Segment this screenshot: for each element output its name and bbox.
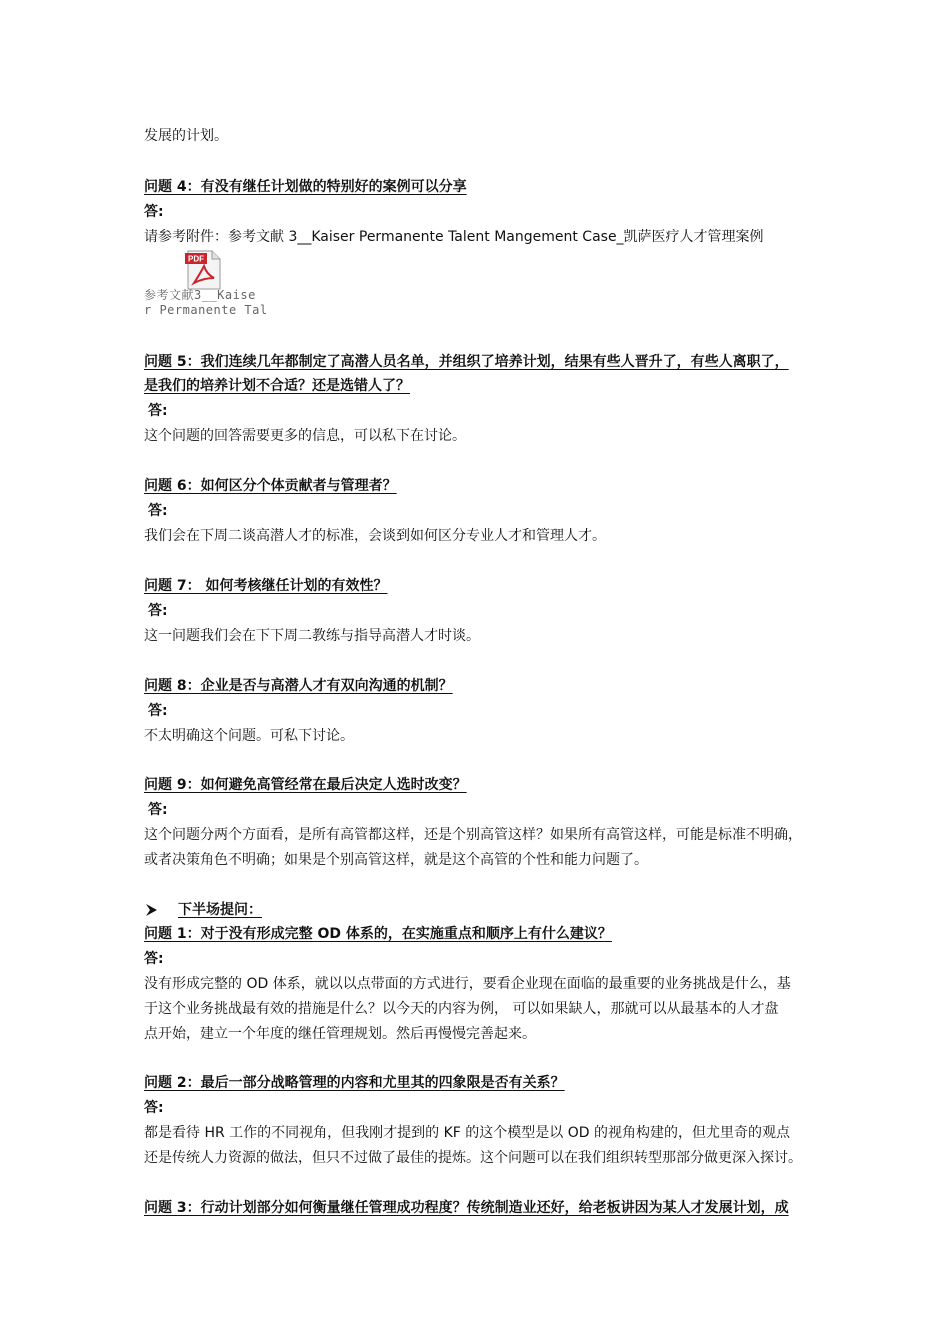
section-title: 下半场提问： bbox=[178, 902, 262, 918]
answer-9-text-line-2: 或者决策角色不明确；如果是个别高管这样，就是这个高管的个性和能力问题了。 bbox=[144, 852, 648, 868]
pdf-attachment[interactable] bbox=[144, 250, 274, 322]
question-7: 问题 7： 如何考核继任计划的有效性？ bbox=[144, 578, 388, 594]
arrow-bullet-icon bbox=[144, 898, 164, 922]
section2-question-1: 问题 1：对于没有形成完整 OD 体系的，在实施重点和顺序上有什么建议？ bbox=[144, 926, 612, 942]
answer-6-text: 我们会在下周二谈高潜人才的标准，会谈到如何区分专业人才和管理人才。 bbox=[144, 528, 606, 544]
section2-answer-1-line-3: 点开始，建立一个年度的继任管理规划。然后再慢慢完善起来。 bbox=[144, 1026, 536, 1042]
answer-label: 答: bbox=[144, 951, 164, 967]
answer-label: 答: bbox=[148, 802, 168, 818]
pdf-caption-line-2: r Permanente Tal bbox=[144, 303, 268, 317]
intro-tail-text: 发展的计划。 bbox=[144, 128, 228, 144]
pdf-icon bbox=[184, 250, 224, 290]
answer-label: 答: bbox=[148, 403, 168, 419]
answer-7-text: 这一问题我们会在下下周二教练与指导高潜人才时谈。 bbox=[144, 628, 480, 644]
section2-answer-2-line-1: 都是看待 HR 工作的不同视角，但我刚才提到的 KF 的这个模型是以 OD 的视角构建的，但尤里奇的观点 bbox=[144, 1125, 790, 1141]
section2-answer-1-line-2: 于这个业务挑战最有效的措施是什么？以今天的内容为例， 可以如果缺人，那就可以从最基本的人才盘 bbox=[144, 1001, 779, 1017]
svg-text:PDF: PDF bbox=[188, 254, 204, 264]
section2-answer-1-line-1: 没有形成完整的 OD 体系，就以以点带面的方式进行，要看企业现在面临的最重要的业务挑战是什么，基 bbox=[144, 976, 791, 992]
answer-label: 答: bbox=[148, 503, 168, 519]
answer-label: 答: bbox=[144, 1100, 164, 1116]
question-6: 问题 6：如何区分个体贡献者与管理者？ bbox=[144, 478, 397, 494]
pdf-caption-line-1: 参考文献3__Kaise bbox=[144, 288, 256, 302]
question-4: 问题 4：有没有继任计划做的特别好的案例可以分享 bbox=[144, 179, 467, 195]
answer-label: 答: bbox=[148, 703, 168, 719]
section2-answer-2-line-2: 还是传统人力资源的做法，但只不过做了最佳的提炼。这个问题可以在我们组织转型那部分做更深入探讨。 bbox=[144, 1150, 802, 1166]
question-8: 问题 8：企业是否与高潜人才有双向沟通的机制？ bbox=[144, 678, 453, 694]
answer-5-text: 这个问题的回答需要更多的信息，可以私下在讨论。 bbox=[144, 428, 466, 444]
section2-question-3: 问题 3：行动计划部分如何衡量继任管理成功程度？传统制造业还好，给老板讲因为某人才发展计划，成 bbox=[144, 1200, 789, 1216]
pdf-attachment-caption bbox=[144, 288, 274, 318]
question-5-line-2: 是我们的培养计划不合适？还是选错人了？ bbox=[144, 378, 410, 394]
section2-question-2: 问题 2：最后一部分战略管理的内容和尤里其的四象限是否有关系？ bbox=[144, 1075, 565, 1091]
answer-label: 答: bbox=[144, 204, 164, 220]
question-9: 问题 9：如何避免高管经常在最后决定人选时改变？ bbox=[144, 777, 467, 793]
answer-8-text: 不太明确这个问题。可私下讨论。 bbox=[144, 728, 354, 744]
answer-label: 答: bbox=[148, 603, 168, 619]
answer-4-text: 请参考附件：参考文献 3__Kaiser Permanente Talent Mangement Case_凯萨医疗人才管理案例 bbox=[144, 229, 764, 245]
answer-9-text-line-1: 这个问题分两个方面看，是所有高管都这样，还是个别高管这样？如果所有高管这样，可能是标准不明确， bbox=[144, 827, 802, 843]
question-5-line-1: 问题 5：我们连续几年都制定了高潜人员名单，并组织了培养计划，结果有些人晋升了，有些人离职了， bbox=[144, 354, 789, 370]
